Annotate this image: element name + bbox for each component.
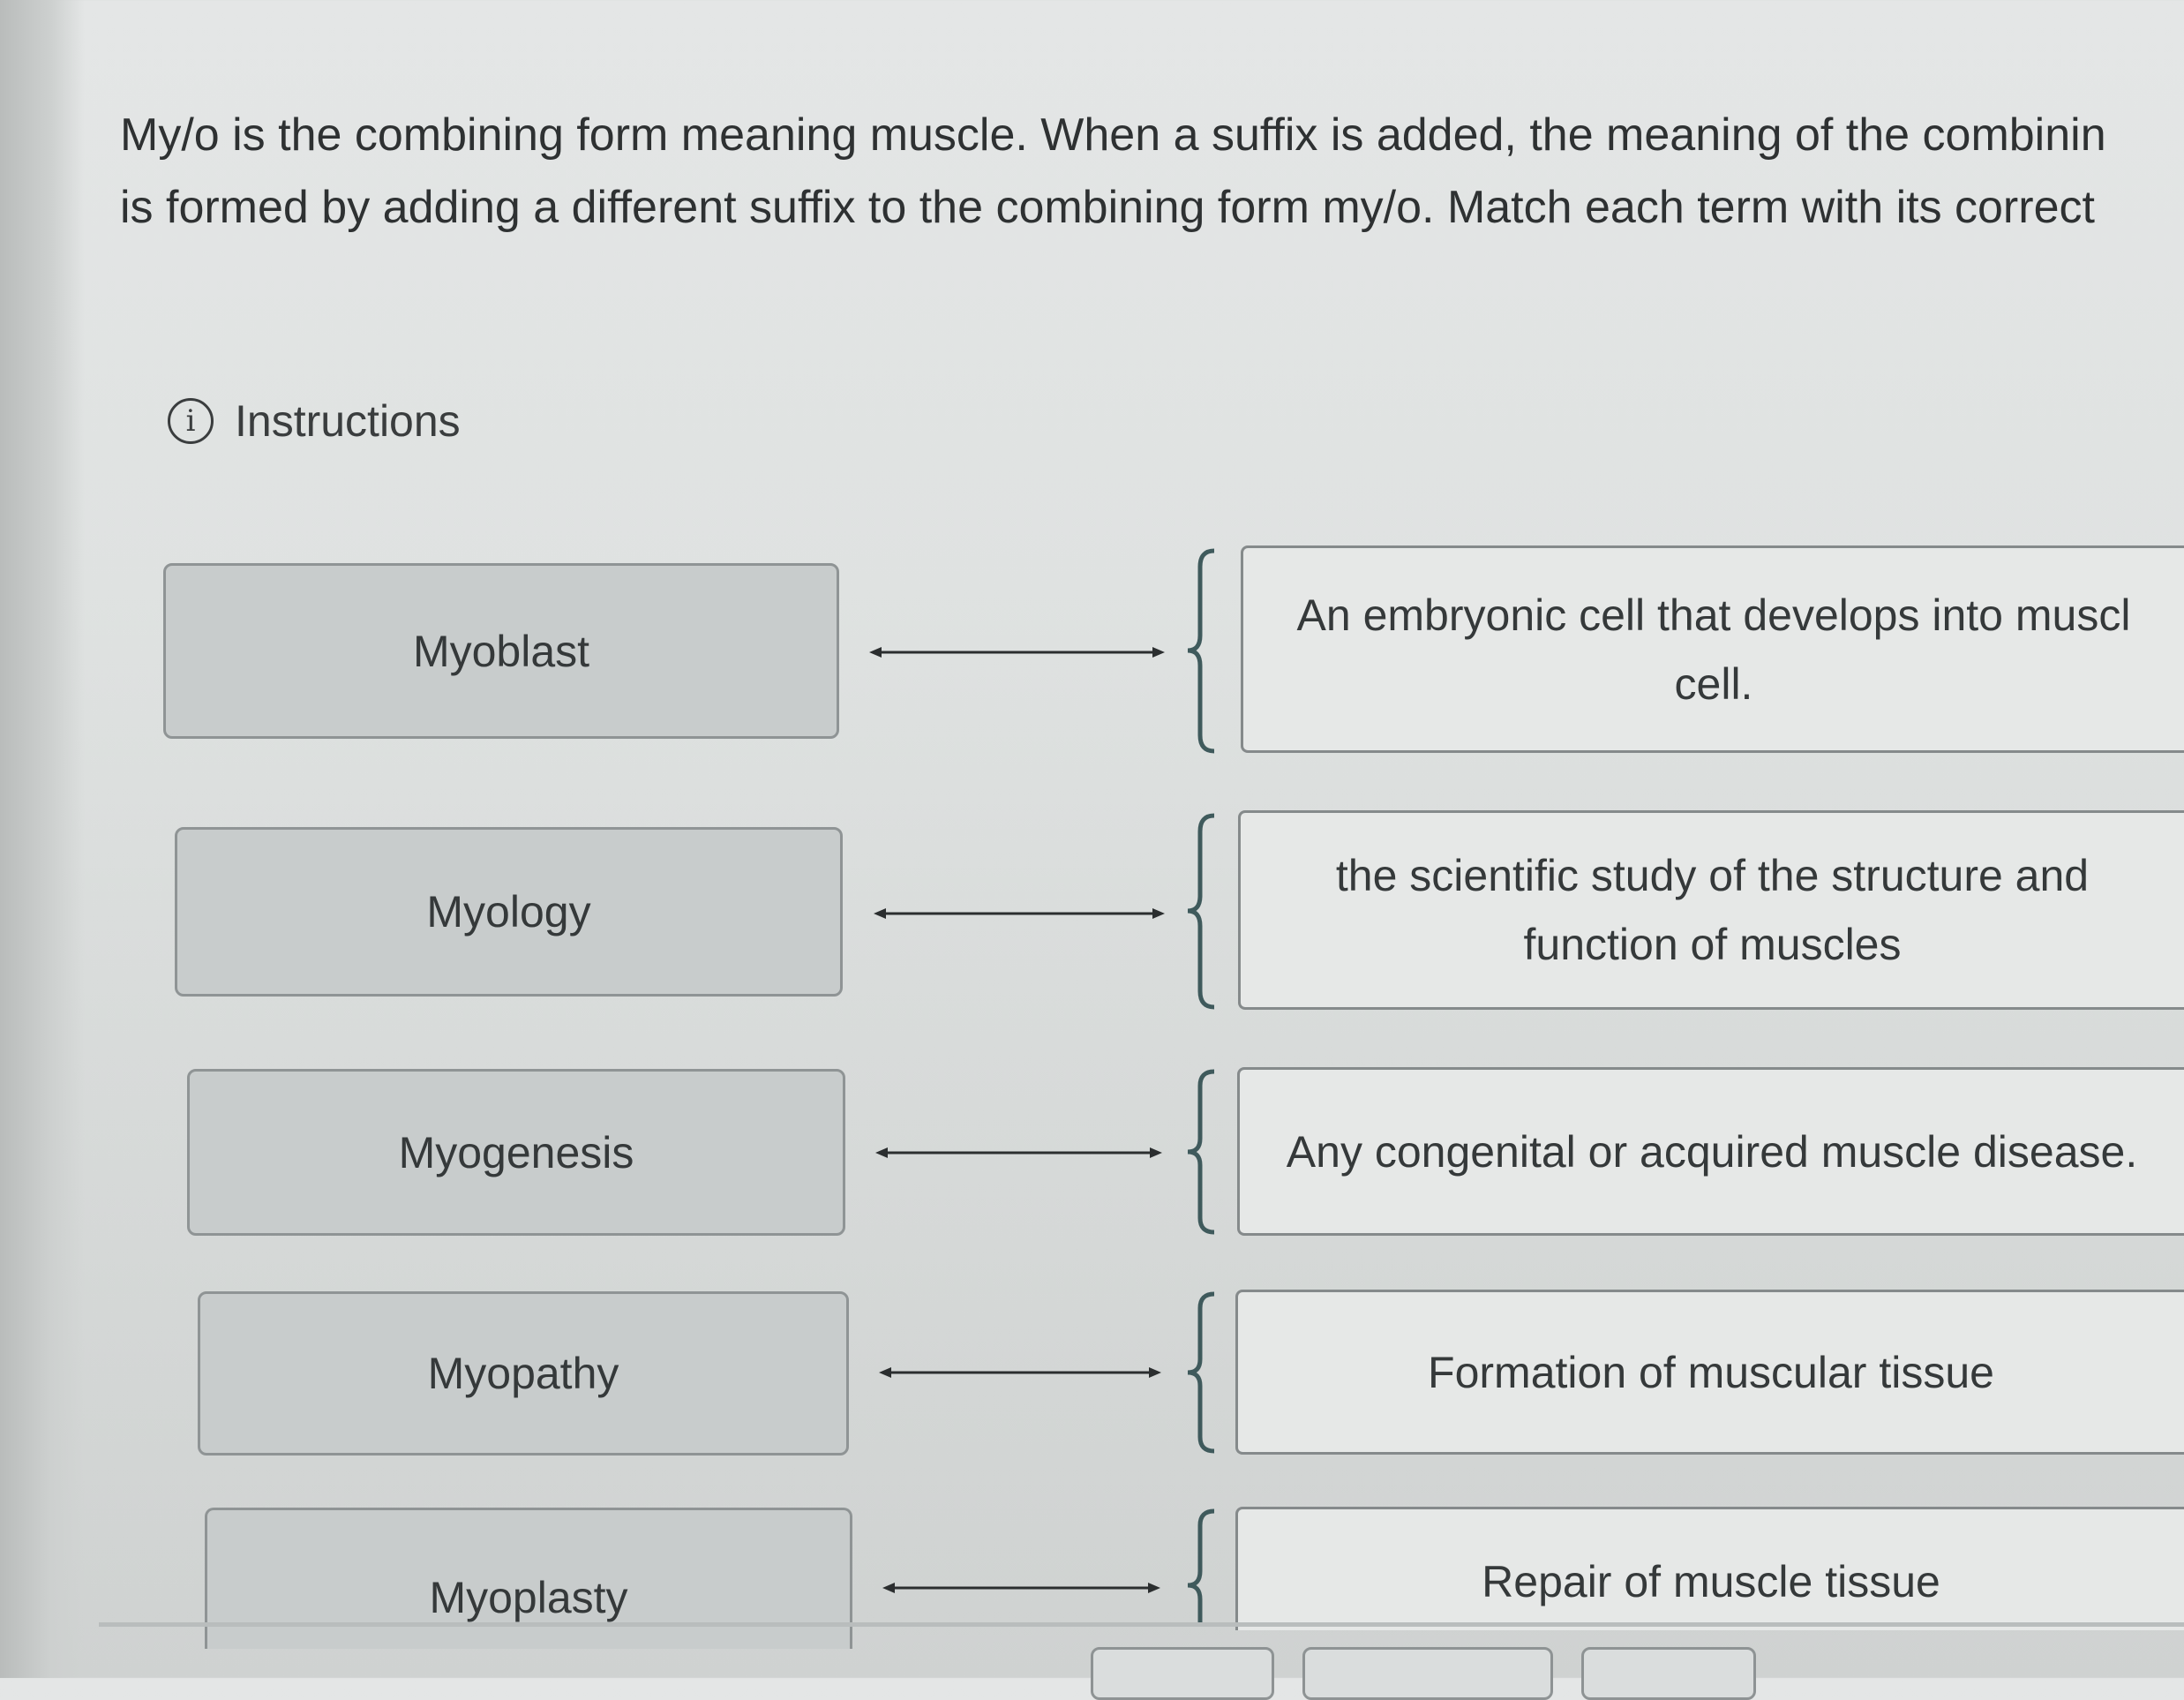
term-label: Myogenesis (398, 1127, 634, 1177)
term-label: Myology (426, 887, 591, 937)
match-arrow (879, 1364, 1161, 1381)
info-icon: i (168, 398, 214, 444)
brace-icon (1182, 812, 1221, 1011)
instructions-toggle[interactable] (168, 395, 461, 447)
match-arrow (869, 643, 1165, 661)
footer-divider (99, 1622, 2184, 1627)
question-line-2: is formed by adding a different suffix to the combining form my/o. Match each term with its correct (120, 182, 2095, 233)
question-line-1: My/o is the combining form meaning muscle. When a suffix is added, the meaning of the combinin (120, 109, 2106, 161)
brace-icon (1182, 1290, 1221, 1455)
definition-slot-5[interactable] (1235, 1507, 2184, 1630)
brace-icon (1182, 547, 1221, 755)
term-label: Myopathy (427, 1349, 619, 1398)
definition-slot-2[interactable] (1238, 810, 2184, 1010)
definition-text-line-1: Formation of muscular tissue (1428, 1347, 1994, 1397)
term-card-myology[interactable] (175, 827, 843, 997)
screen-edge (0, 0, 85, 1678)
definition-slot-1[interactable] (1241, 545, 2184, 753)
match-arrow (882, 1579, 1160, 1597)
match-arrow (874, 905, 1165, 922)
term-label: Myoblast (412, 626, 590, 676)
footer-button-1[interactable] (1091, 1647, 1274, 1700)
definition-text-line-1: the scientific study of the structure and (1335, 851, 2090, 900)
brace-icon (1182, 1068, 1221, 1236)
definition-text-line-2: cell. (1674, 658, 1753, 709)
brace-icon (1182, 1508, 1221, 1624)
term-card-myoplasty[interactable] (205, 1508, 852, 1649)
term-card-myogenesis[interactable] (187, 1069, 845, 1236)
footer-button-3[interactable] (1581, 1647, 1756, 1700)
term-card-myopathy[interactable] (198, 1291, 849, 1456)
term-label: Myoplasty (429, 1572, 628, 1622)
definition-slot-3[interactable] (1237, 1067, 2184, 1236)
definition-slot-4[interactable] (1235, 1290, 2184, 1455)
instructions-label: Instructions (235, 396, 461, 446)
definition-text-line-1: An embryonic cell that develops into muscl (1296, 590, 2131, 640)
term-card-myoblast[interactable] (163, 563, 839, 739)
definition-text-line-1: Repair of muscle tissue (1482, 1556, 1940, 1606)
definition-text-line-2: function of muscles (1523, 920, 1902, 969)
match-arrow (875, 1144, 1162, 1162)
definition-text-line-1: Any congenital or acquired muscle disease. (1286, 1126, 2138, 1177)
footer-button-2[interactable] (1302, 1647, 1553, 1700)
question-prompt (120, 99, 2184, 244)
